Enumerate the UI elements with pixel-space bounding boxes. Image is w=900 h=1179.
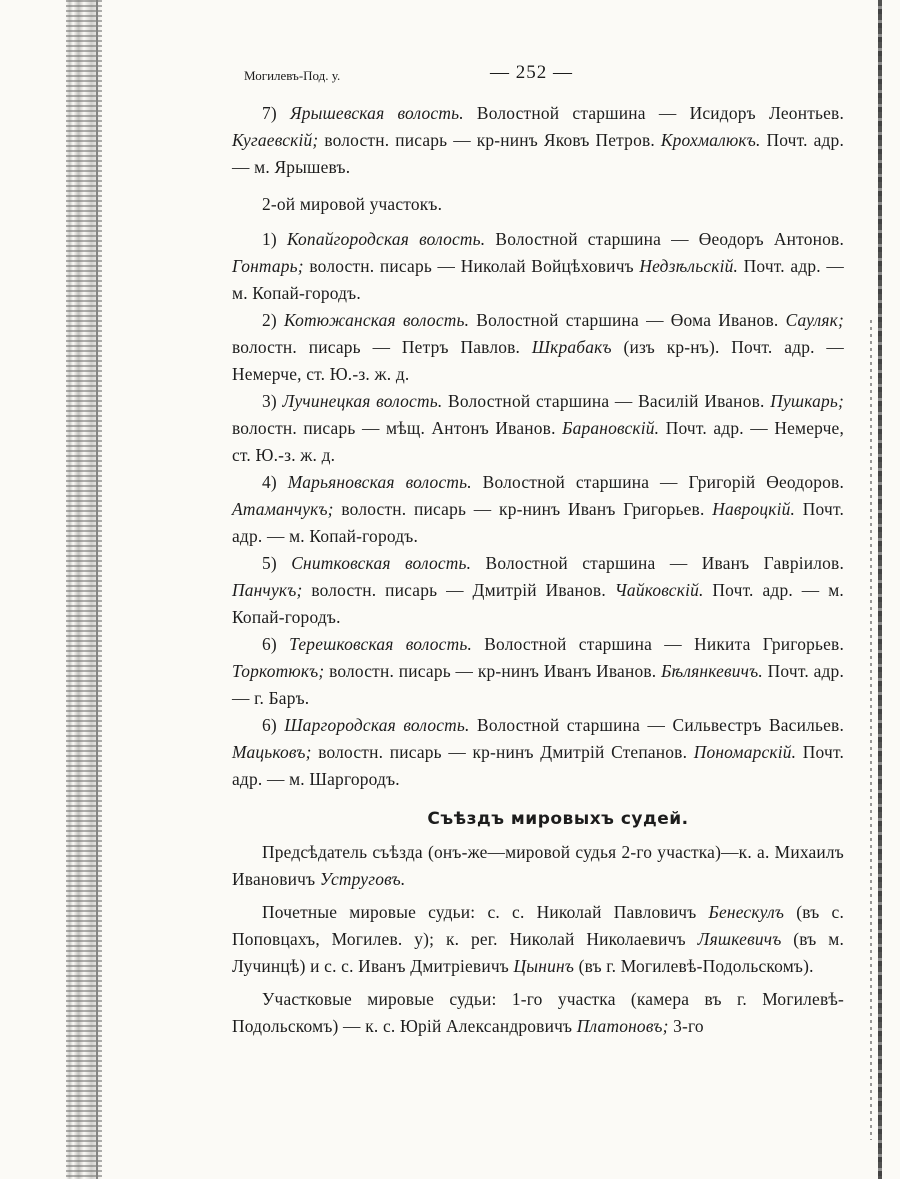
paragraph-honorary-judges: Почетные мировые судьи: с. с. Николай Павловичъ Бенескулъ (въ с. Поповцахъ, Могилев. у); к. рег. Николай Николаевичъ Ляшкевичъ (въ м. Лучинцѣ) и с. с. Иванъ Дмитріевичъ Цынинъ (въ г. Могилевѣ-Подольскомъ). [232,902,844,976]
paragraph-1: 1) Копайгородская волость. Волостной старшина — Өеодоръ Антонов. Гонтарь; волостн. писарь — Николай Войцѣховичъ Недзѣльскій. Почт. адр. — м. Копай-городъ. [232,229,845,303]
paragraph-2: 2) Котюжанская волость. Волостной старшина — Өома Иванов. Сауляк; волостн. писарь — Петръ Павлов. Шкрабакъ (изъ кр-нъ). Почт. адр. — Немерче, ст. Ю.-з. ж. д. [232,310,844,384]
running-head [232,60,844,88]
running-head-title: Могилевъ-Под. у. [244,68,341,83]
paragraph-4: 4) Марьяновская волость. Волостной старшина — Григорій Өеодоров. Атаманчукъ; волостн. писарь — кр-нинъ Иванъ Григорьев. Навроцкій. Почт. адр. — м. Копай-городъ. [232,472,844,546]
paragraph-7: 7) Ярышевская волость. Волостной старшина — Исидоръ Леонтьев. Кугаевскій; волостн. писарь — кр-нинъ Яковъ Петров. Крохмалюкъ. Почт. адр. — м. Ярышевъ. [232,103,845,177]
paragraph-district-judges: Участковые мировые судьи: 1-го участка (камера въ г. Могилевѣ-Подольскомъ) — к. с. Юрій Александровичъ Платоновъ; 3-го [232,989,844,1036]
section-title: 2-ой мировой участокъ. [262,194,443,214]
document-page [232,60,844,1040]
scan-binding-edge [66,0,102,1179]
page-number: — 252 — [490,62,573,83]
scan-right-edge-shadow [870,320,872,1140]
paragraph-6a: 6) Терешковская волость. Волостной старшина — Никита Григорьев. Торкотюкъ; волостн. писарь — кр-нинъ Иванъ Иванов. Бѣлянкевичъ. Почт. адр. — г. Баръ. [232,634,845,708]
paragraph-6b: 6) Шаргородская волость. Волостной старшина — Сильвестръ Васильев. Мацьковъ; волостн. писарь — кр-нинъ Дмитрій Степанов. Пономарскій. Почт. адр. — м. Шаргородъ. [232,715,844,789]
paragraph-3: 3) Лучинецкая волость. Волостной старшина — Василій Иванов. Пушкарь; волостн. писарь — мѣщ. Антонъ Иванов. Барановскій. Почт. адр. — Немерче, ст. Ю.-з. ж. д. [232,391,844,465]
section-heading: Съѣздъ мировыхъ судей. [427,809,689,829]
paragraph-5: 5) Снитковская волость. Волостной старшина — Иванъ Гавріилов. Панчукъ; волостн. писарь — Дмитрій Иванов. Чайковскій. Почт. адр. — м. Копай-городъ. [232,553,844,627]
scan-right-edge [878,0,882,1179]
paragraph-chairman: Предсѣдатель съѣзда (онъ-же—мировой судья 2-го участка)—к. а. Михаилъ Ивановичъ Уструговъ. [232,842,844,889]
